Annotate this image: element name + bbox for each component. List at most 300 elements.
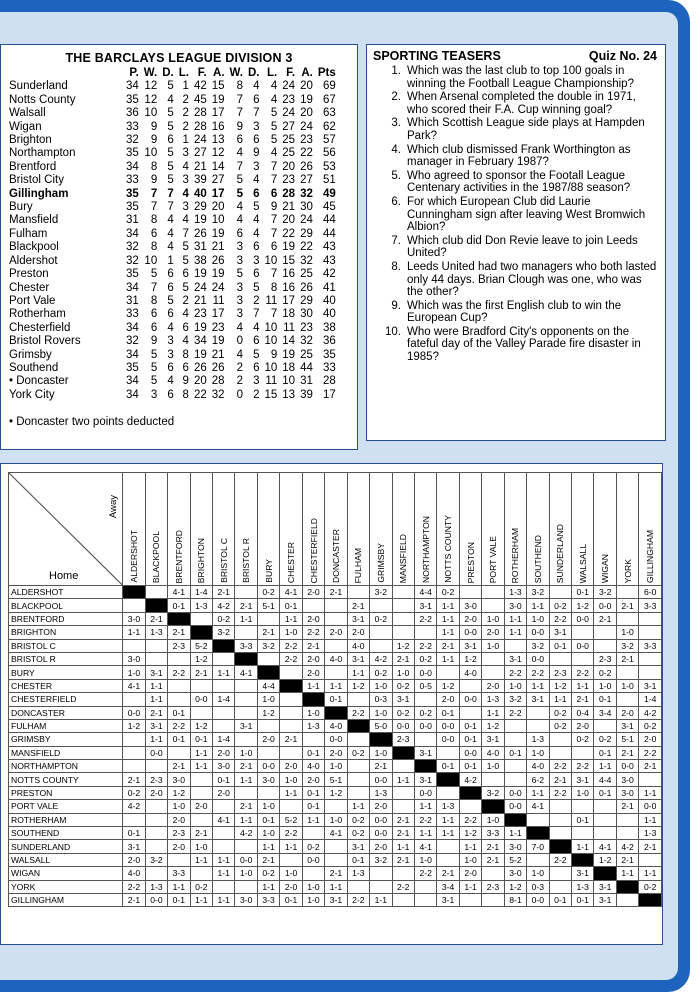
stat-cell: 17 <box>211 308 225 321</box>
column-team-header <box>347 473 369 586</box>
result-cell <box>168 679 190 692</box>
column-team-header <box>190 473 212 586</box>
result-cell: 2-1 <box>190 666 212 679</box>
stat-cell: 7 <box>270 308 278 321</box>
result-cell: 4-2 <box>370 652 392 665</box>
result-cell <box>639 612 662 625</box>
result-cell <box>280 800 302 813</box>
result-cell: 0-1 <box>302 786 324 799</box>
stat-cell: 32 <box>126 241 139 254</box>
column-team-name: NOTTS COUNTY <box>443 515 454 583</box>
stat-cell: 9 <box>253 147 260 160</box>
result-cell: 2-3 <box>168 827 190 840</box>
result-cell: 1-0 <box>168 800 190 813</box>
result-cell: 1-1 <box>437 813 459 826</box>
result-cell: 3-2 <box>482 786 504 799</box>
stat-cell: 3 <box>236 254 243 267</box>
result-cell <box>639 853 662 866</box>
result-cell: 2-0 <box>325 746 347 759</box>
stat-cell: 16 <box>282 268 296 281</box>
result-cell: 1-3 <box>190 599 212 612</box>
result-cell <box>504 760 526 773</box>
result-cell: 0-0 <box>437 719 459 732</box>
result-cell: 0-1 <box>302 746 324 759</box>
stat-cell: 35 <box>126 93 139 106</box>
result-cell <box>504 773 526 786</box>
result-cell <box>616 666 638 679</box>
column-team-header <box>370 473 392 586</box>
stat-cell: 2 <box>182 294 189 307</box>
diagonal-block <box>325 706 347 719</box>
result-cell: 0-1 <box>504 746 526 759</box>
result-cell <box>145 586 167 599</box>
result-cell <box>392 867 414 880</box>
stat-cell: 7 <box>150 187 158 200</box>
result-cell: 1-4 <box>213 733 235 746</box>
stat-cell: 32 <box>211 388 225 401</box>
result-cell: 1-0 <box>616 626 638 639</box>
stat-cell: 62 <box>322 120 336 133</box>
result-cell <box>482 773 504 786</box>
result-cell: 0-2 <box>549 706 571 719</box>
result-cell <box>347 786 369 799</box>
home-team-name: ROTHERHAM <box>9 813 123 826</box>
result-cell: 3-2 <box>527 639 549 652</box>
stat-cell: 7 <box>167 187 174 200</box>
result-cell: 2-2 <box>280 827 302 840</box>
result-cell <box>392 893 414 906</box>
stat-cell: 33 <box>126 308 139 321</box>
stat-cell: 6 <box>182 321 189 334</box>
column-team-name: NORTHAMPTON <box>420 515 431 583</box>
result-cell <box>213 652 235 665</box>
result-cell <box>527 719 549 732</box>
league-table-panel <box>0 44 358 450</box>
result-cell: 1-2 <box>325 786 347 799</box>
result-cell: 3-1 <box>414 773 436 786</box>
result-cell <box>190 773 212 786</box>
column-team-name: GRIMSBY <box>375 543 386 583</box>
stat-cell: 10 <box>144 107 158 120</box>
column-team-header <box>639 473 662 586</box>
result-cell <box>347 880 369 893</box>
stat-cell: 35 <box>126 201 139 214</box>
result-cell <box>302 599 324 612</box>
result-cell: 3-1 <box>325 893 347 906</box>
column-header: W. <box>143 67 158 79</box>
team-name: Preston <box>9 268 49 281</box>
stat-cell: 4 <box>253 321 260 334</box>
stat-cell: 4 <box>236 348 243 361</box>
result-cell <box>235 693 257 706</box>
result-cell: 0-0 <box>459 746 481 759</box>
stat-cell: 2 <box>236 375 243 388</box>
stat-cell: 8 <box>150 214 158 227</box>
stat-cell: 43 <box>322 241 336 254</box>
result-cell: 0-0 <box>527 893 549 906</box>
stat-cell: 10 <box>264 335 278 348</box>
result-cell: 1-2 <box>190 652 212 665</box>
column-team-name: CHESTER <box>286 541 297 583</box>
stat-cell: 32 <box>300 187 313 200</box>
home-team-name: GRIMSBY <box>9 733 123 746</box>
stat-cell: 19 <box>193 268 207 281</box>
result-cell: 2-1 <box>594 612 616 625</box>
stat-cell: 45 <box>322 201 336 214</box>
diagonal-block <box>280 679 302 692</box>
stat-cell: 28 <box>193 107 207 120</box>
table-row <box>9 295 336 308</box>
result-cell: 2-0 <box>280 880 302 893</box>
result-cell: 4-2 <box>616 840 638 853</box>
stat-cell: 31 <box>126 214 139 227</box>
result-cell: 2-1 <box>482 840 504 853</box>
stat-cell: 8 <box>150 294 158 307</box>
stat-cell: 21 <box>282 201 296 214</box>
result-cell: 2-1 <box>168 626 190 639</box>
stat-cell: 20 <box>300 107 313 120</box>
result-cell: 1-1 <box>370 893 392 906</box>
column-team-name: GILLINGHAM <box>645 529 656 583</box>
result-cell: 3-1 <box>235 719 257 732</box>
result-cell: 4-0 <box>347 639 369 652</box>
result-cell: 0-0 <box>302 853 324 866</box>
diagonal-block <box>414 760 436 773</box>
result-cell <box>235 706 257 719</box>
question-text: Which Scottish League side plays at Hampden Park? <box>407 117 645 142</box>
team-name: Fulham <box>9 227 48 240</box>
result-cell: 1-1 <box>392 840 414 853</box>
result-cell <box>594 813 616 826</box>
stat-cell: 6 <box>150 308 158 321</box>
stat-cell: 11 <box>265 294 278 307</box>
result-cell <box>414 893 436 906</box>
result-cell: 1-3 <box>370 786 392 799</box>
stat-cell: 6 <box>253 268 260 281</box>
table-row <box>9 121 336 134</box>
stat-cell: 6 <box>253 134 260 147</box>
stat-cell: 17 <box>282 294 296 307</box>
question-text: Which was the first English club to win the European Cup? <box>407 299 622 325</box>
stat-cell: 5 <box>182 241 189 254</box>
result-cell: 2-1 <box>549 773 571 786</box>
result-cell: 4-4 <box>414 586 436 599</box>
result-cell: 3-1 <box>437 893 459 906</box>
result-cell: 0-1 <box>594 786 616 799</box>
column-team-header <box>257 473 279 586</box>
result-cell <box>482 867 504 880</box>
result-cell: 4-0 <box>325 652 347 665</box>
column-team-name: WALSALL <box>577 543 588 583</box>
result-cell: 2-0 <box>347 626 369 639</box>
stat-cell: 3 <box>236 281 243 294</box>
stat-cell: 4 <box>270 93 278 106</box>
quiz-question <box>373 235 657 260</box>
result-cell: 1-0 <box>594 679 616 692</box>
result-cell: 1-0 <box>257 800 279 813</box>
stat-cell: 4 <box>182 160 189 173</box>
stat-cell: 17 <box>211 187 225 200</box>
result-cell <box>370 867 392 880</box>
result-cell: 2-0 <box>482 626 504 639</box>
stat-cell: 6 <box>253 361 260 374</box>
result-cell <box>437 786 459 799</box>
result-cell: 2-1 <box>235 760 257 773</box>
result-cell: 1-3 <box>527 733 549 746</box>
stat-cell: 43 <box>322 254 336 267</box>
result-cell <box>347 760 369 773</box>
stat-cell: 4 <box>182 214 189 227</box>
result-cell: 3-4 <box>437 880 459 893</box>
result-cell: 2-1 <box>392 652 414 665</box>
stat-cell: 10 <box>264 254 278 267</box>
question-text: For which European Club did Laurie Cunningham sign after leaving West Bromwich Albion? <box>407 195 646 234</box>
result-cell: 3-1 <box>145 719 167 732</box>
stat-cell: 22 <box>300 241 313 254</box>
result-cell <box>123 693 145 706</box>
home-team-name: BRIGHTON <box>9 626 123 639</box>
result-cell: 3-1 <box>482 733 504 746</box>
result-cell: 2-2 <box>414 813 436 826</box>
column-team-header <box>414 473 436 586</box>
column-team-name: BURY <box>263 559 274 583</box>
column-header: P. <box>129 67 139 79</box>
home-team-name: BRISTOL R <box>9 652 123 665</box>
result-cell <box>459 706 481 719</box>
stat-cell: 6 <box>167 361 174 374</box>
result-cell: 4-2 <box>123 800 145 813</box>
grid-row <box>9 693 662 706</box>
team-name: Mansfield <box>9 214 59 227</box>
result-cell <box>168 693 190 706</box>
result-cell: 3-2 <box>616 639 638 652</box>
stat-cell: 23 <box>193 308 207 321</box>
result-cell: 1-0 <box>302 880 324 893</box>
result-cell <box>482 666 504 679</box>
result-cell: 1-3 <box>145 880 167 893</box>
result-cell <box>145 652 167 665</box>
column-header: D. <box>247 67 260 79</box>
stat-cell: 40 <box>193 187 207 200</box>
result-cell: 0-2 <box>213 612 235 625</box>
result-cell: 1-1 <box>639 786 662 799</box>
result-cell: 1-1 <box>280 786 302 799</box>
result-cell <box>549 813 571 826</box>
result-cell <box>123 733 145 746</box>
result-cell: 3-1 <box>347 612 369 625</box>
result-cell: 0-0 <box>594 599 616 612</box>
result-cell <box>235 840 257 853</box>
table-row <box>9 214 336 227</box>
column-team-name: ALDERSHOT <box>129 530 139 583</box>
result-cell: 1-1 <box>572 679 594 692</box>
stat-cell: 28 <box>322 375 336 388</box>
grid-row <box>9 666 662 679</box>
result-cell: 1-1 <box>527 599 549 612</box>
result-cell <box>370 626 392 639</box>
result-cell: 2-1 <box>437 639 459 652</box>
result-cell: 1-0 <box>325 760 347 773</box>
result-cell <box>190 786 212 799</box>
result-cell: 4-0 <box>459 666 481 679</box>
result-cell: 3-3 <box>168 867 190 880</box>
stat-cell: 8 <box>150 160 158 173</box>
stat-cell: 34 <box>126 80 139 93</box>
result-cell: 2-2 <box>549 786 571 799</box>
result-cell <box>504 733 526 746</box>
result-cell: 2-1 <box>392 813 414 826</box>
stat-cell: 27 <box>193 147 207 160</box>
result-cell: 4-2 <box>459 773 481 786</box>
result-cell: 3-0 <box>504 840 526 853</box>
result-cell: 2-0 <box>168 840 190 853</box>
team-name: Port Vale <box>9 294 56 307</box>
result-cell: 3-1 <box>414 599 436 612</box>
diagonal-block <box>527 827 549 840</box>
stat-cell: 16 <box>282 281 296 294</box>
result-cell: 0-1 <box>549 893 571 906</box>
result-cell: 2-3 <box>168 639 190 652</box>
result-cell: 2-2 <box>123 880 145 893</box>
stat-cell: 23 <box>300 134 313 147</box>
stat-cell: 20 <box>300 80 313 93</box>
result-cell <box>235 679 257 692</box>
diagonal-block <box>572 853 594 866</box>
result-cell: 2-0 <box>302 666 324 679</box>
result-cell: 0-2 <box>370 612 392 625</box>
diagonal-block <box>392 746 414 759</box>
stat-cell: 8 <box>182 388 189 401</box>
home-team-name: YORK <box>9 880 123 893</box>
stat-cell: 13 <box>282 388 296 401</box>
result-cell: 2-2 <box>549 760 571 773</box>
stat-cell: 11 <box>212 294 225 307</box>
stat-cell: 57 <box>322 134 336 147</box>
column-team-header <box>504 473 526 586</box>
column-team-name: ROTHERHAM <box>510 527 521 583</box>
result-cell: 3-1 <box>572 773 594 786</box>
result-cell: 1-0 <box>280 626 302 639</box>
result-cell: 5-1 <box>616 733 638 746</box>
result-cell: 3-3 <box>482 827 504 840</box>
stat-cell: 7 <box>270 174 278 187</box>
quiz-question <box>373 326 657 364</box>
result-cell: 1-2 <box>549 679 571 692</box>
column-team-header <box>325 473 347 586</box>
result-cell: 0-0 <box>572 612 594 625</box>
corner-diagonal <box>9 473 122 585</box>
stat-cell: 5 <box>270 134 278 147</box>
result-cell: 0-1 <box>347 853 369 866</box>
result-cell <box>347 773 369 786</box>
result-cell: 0-0 <box>414 719 436 732</box>
result-cell: 1-1 <box>190 893 212 906</box>
result-cell: 4-2 <box>235 827 257 840</box>
result-cell: 1-0 <box>280 773 302 786</box>
grid-row <box>9 652 662 665</box>
quiz-question <box>373 117 657 142</box>
result-cell: 5-2 <box>190 639 212 652</box>
result-cell: 1-1 <box>437 612 459 625</box>
result-cell <box>123 813 145 826</box>
stat-cell: 7 <box>270 268 278 281</box>
result-cell: 4-1 <box>235 666 257 679</box>
result-cell: 1-3 <box>639 827 662 840</box>
diagonal-block <box>639 893 662 906</box>
result-cell: 3-0 <box>123 612 145 625</box>
result-cell: 3-2 <box>370 853 392 866</box>
result-cell: 0-2 <box>549 719 571 732</box>
column-team-header <box>280 473 302 586</box>
stat-cell: 42 <box>322 268 336 281</box>
result-cell: 3-0 <box>616 786 638 799</box>
result-cell <box>392 612 414 625</box>
diagonal-block <box>213 639 235 652</box>
result-cell: 2-3 <box>392 733 414 746</box>
result-cell: 1-1 <box>280 840 302 853</box>
result-cell: 1-1 <box>504 626 526 639</box>
result-cell <box>325 666 347 679</box>
diagonal-block <box>145 599 167 612</box>
stat-cell: 26 <box>211 254 225 267</box>
result-cell: 2-1 <box>325 867 347 880</box>
result-cell <box>414 693 436 706</box>
result-cell: 1-1 <box>639 813 662 826</box>
stat-cell: 29 <box>300 294 313 307</box>
result-cell <box>459 800 481 813</box>
table-row <box>9 375 336 388</box>
result-cell: 3-4 <box>594 706 616 719</box>
question-text: Who were Bradford City's opponents on the fateful day of the Valley Parade fire disaster in 1985? <box>407 325 641 364</box>
result-cell: 4-0 <box>325 719 347 732</box>
stat-cell: 5 <box>253 348 260 361</box>
result-cell <box>504 719 526 732</box>
result-cell: 2-2 <box>549 853 571 866</box>
result-cell: 0-2 <box>414 652 436 665</box>
stat-cell: 7 <box>236 93 243 106</box>
result-cell <box>459 586 481 599</box>
stat-cell: 5 <box>167 107 174 120</box>
grid-row <box>9 746 662 759</box>
result-cell: 5-2 <box>504 853 526 866</box>
stat-cell: 53 <box>322 160 336 173</box>
table-row <box>9 174 336 187</box>
result-cell: 2-2 <box>280 639 302 652</box>
home-team-name: MANSFIELD <box>9 746 123 759</box>
home-team-name: BLACKPOOL <box>9 599 123 612</box>
stat-cell: 5 <box>150 375 158 388</box>
result-cell: 0-1 <box>459 719 481 732</box>
result-cell: 0-0 <box>572 639 594 652</box>
diagonal-block <box>437 773 459 786</box>
result-cell: 1-1 <box>437 652 459 665</box>
result-cell: 3-0 <box>616 773 638 786</box>
league-footnote: • Doncaster two points deducted <box>9 416 175 429</box>
result-cell: 2-1 <box>145 612 167 625</box>
column-team-header <box>549 473 571 586</box>
result-cell: 3-1 <box>459 639 481 652</box>
result-cell: 0-0 <box>370 813 392 826</box>
result-cell: 1-1 <box>414 827 436 840</box>
stat-cell: 33 <box>322 361 336 374</box>
column-team-header <box>527 473 549 586</box>
result-cell <box>213 719 235 732</box>
result-cell <box>594 719 616 732</box>
result-cell: 1-1 <box>235 612 257 625</box>
question-text: Which was the last club to top 100 goals in winning the Football League Championship? <box>407 65 634 90</box>
stat-cell: 3 <box>236 308 243 321</box>
column-header: A. <box>301 67 313 79</box>
